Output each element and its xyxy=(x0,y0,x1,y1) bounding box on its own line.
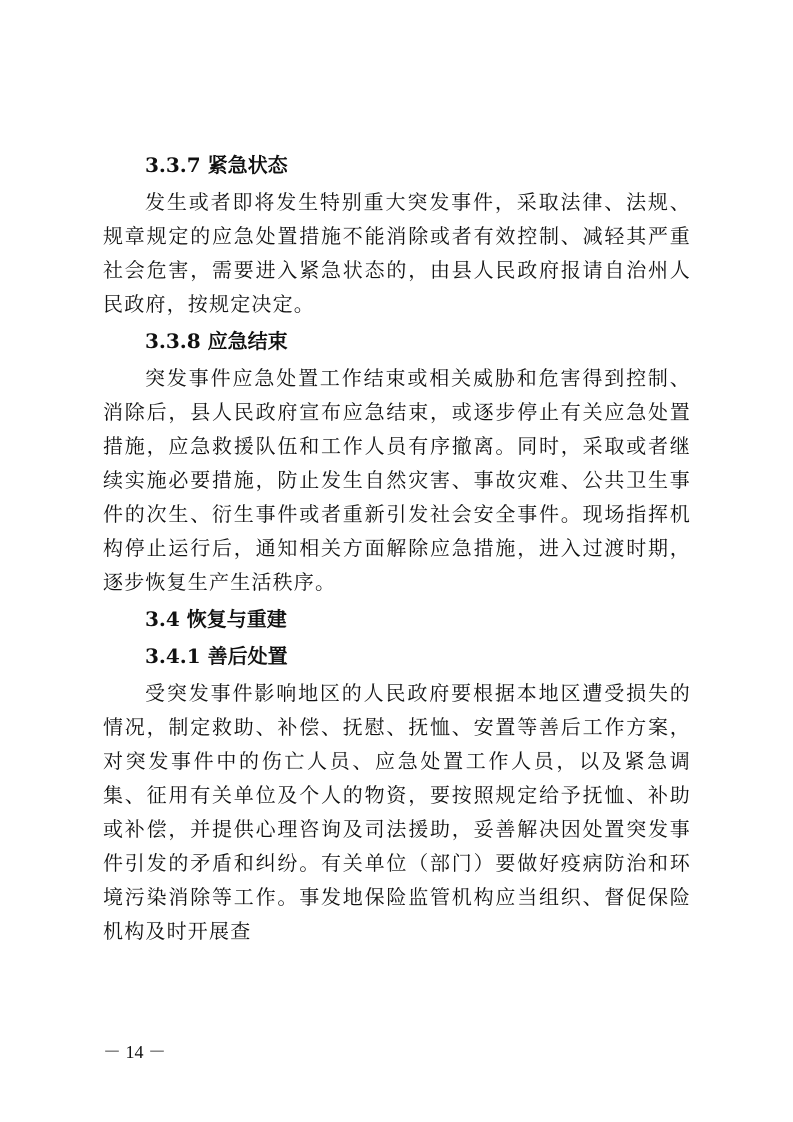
section-paragraph: 突发事件应急处置工作结束或相关威胁和危害得到控制、消除后，县人民政府宣布应急结束，或逐步停止有关应急处置措施，应急救援队伍和工作人员有序撤离。同时，采取或者继续实施必要措施，防止发生自然灾害、事故灾难、公共卫生事件的次生、衍生事件或者重新引发社会安全事件。现场指挥机构停止运行后，通知相关方面解除应急措施，进入过渡时期，逐步恢复生产生活秩序。 xyxy=(103,366,691,594)
section-paragraph: 受突发事件影响地区的人民政府要根据本地区遭受损失的情况，制定救助、补偿、抚慰、抚恤、安置等善后工作方案，对突发事件中的伤亡人员、应急处置工作人员，以及紧急调集、征用有关单位及个人的物资，要按照规定给予抚恤、补助或补偿，并提供心理咨询及司法援助，妥善解决因处置突发事件引发的矛盾和纠纷。有关单位（部门）要做好疫病防治和环境污染消除等工作。事发地保险监管机构应当组织、督促保险机构及时开展查 xyxy=(103,681,691,943)
document-body xyxy=(103,148,691,951)
section-paragraph: 发生或者即将发生特别重大突发事件，采取法律、法规、规章规定的应急处置措施不能消除或者有效控制、减轻其严重社会危害，需要进入紧急状态的，由县人民政府报请自治州人民政府，按规定决定。 xyxy=(103,190,691,316)
section-heading-3-3-7: 3.3.7 紧急状态 xyxy=(145,153,288,177)
section-heading-3-4-1: 3.4.1 善后处置 xyxy=(145,644,288,668)
section-heading-3-3-8: 3.3.8 应急结束 xyxy=(145,329,288,353)
page-number: － 14 － xyxy=(103,1042,166,1062)
section-heading-3-4: 3.4 恢复与重建 xyxy=(145,607,287,631)
